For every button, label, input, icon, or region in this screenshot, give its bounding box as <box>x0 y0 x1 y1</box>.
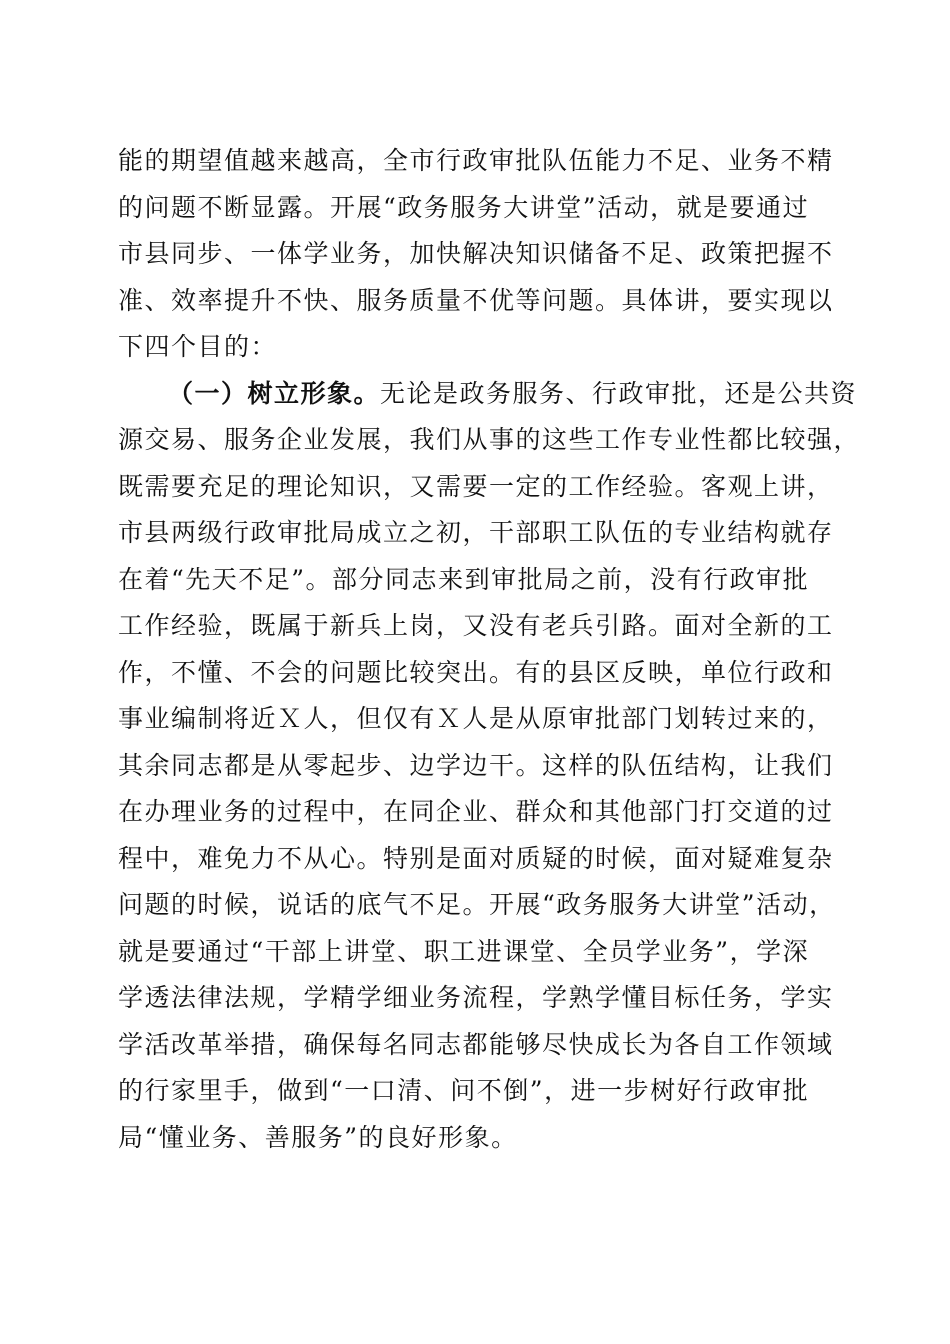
paragraph-line: 下四个目的： <box>118 332 278 361</box>
paragraph-line: 作，不懂、不会的问题比较突出。有的县区反映，单位行政和 <box>118 657 834 687</box>
paragraph-line: 的行家里手，做到“一口清、问不倒”，进一步树好行政审批 <box>118 1076 810 1105</box>
paragraph-line: 在办理业务的过程中，在同企业、群众和其他部门打交道的过 <box>118 797 834 826</box>
paragraph-line: 学活改革举措，确保每名同志都能够尽快成长为各自工作领域 <box>118 1029 834 1059</box>
paragraph-line: 既需要充足的理论知识，又需要一定的工作经验。客观上讲， <box>118 471 834 501</box>
paragraph-line: 源交易、服务企业发展，我们从事的这些工作专业性都比较强， <box>118 425 861 454</box>
paragraph-line: 市县两级行政审批局成立之初，干部职工队伍的专业结构就存 <box>118 518 834 547</box>
paragraph-line: 的问题不断显露。开展“政务服务大讲堂”活动，就是要通过 <box>118 192 810 222</box>
paragraph-line: 问题的时候，说话的底气不足。开展“政务服务大讲堂”活动， <box>118 890 836 919</box>
paragraph-line: 工作经验，既属于新兵上岗，又没有老兵引路。面对全新的工 <box>118 611 834 640</box>
paragraph-line-text: 无论是政务服务、行政审批，还是公共资 <box>380 378 858 408</box>
section-heading-line <box>118 371 858 418</box>
paragraph-line: 能的期望值越来越高，全市行政审批队伍能力不足、业务不精 <box>118 146 834 175</box>
paragraph-line: 就是要通过“干部上讲堂、职工进课堂、全员学业务”，学深 <box>118 936 810 966</box>
paragraph-line: 在着“先天不足”。部分同志来到审批局之前，没有行政审批 <box>118 564 810 594</box>
paragraph-line: 学透法律法规，学精学细业务流程，学熟学懂目标任务，学实 <box>118 983 834 1012</box>
paragraph-line: 市县同步、一体学业务，加快解决知识储备不足、政策把握不 <box>118 239 834 268</box>
paragraph-line: 局“懂业务、善服务”的良好形象。 <box>118 1122 518 1152</box>
body-text <box>118 138 861 1161</box>
paragraph-line: 事业编制将近Ｘ人，但仅有Ｘ人是从原审批部门划转过来的， <box>118 704 834 733</box>
section-heading: （一）树立形象。 <box>168 378 381 408</box>
paragraph-line: 准、效率提升不快、服务质量不优等问题。具体讲，要实现以 <box>118 285 834 315</box>
paragraph-line: 程中，难免力不从心。特别是面对质疑的时候，面对疑难复杂 <box>118 843 834 873</box>
paragraph-line: 其余同志都是从零起步、边学边干。这样的队伍结构，让我们 <box>118 750 834 780</box>
